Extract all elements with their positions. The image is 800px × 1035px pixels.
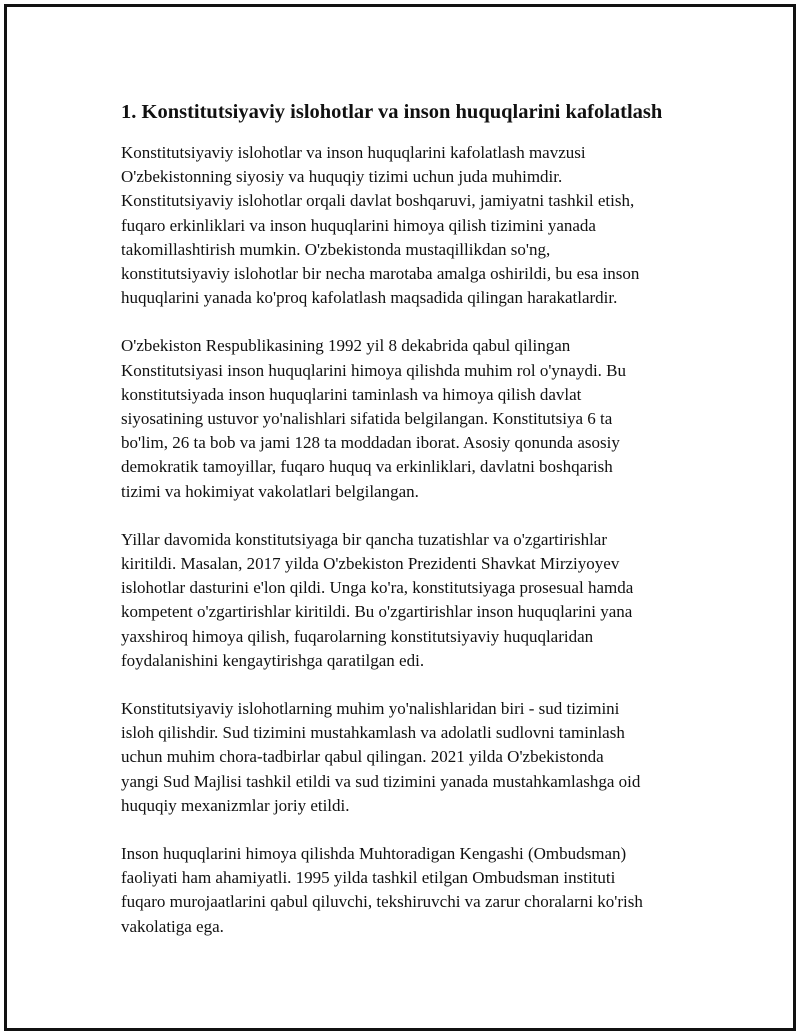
paragraph-line: kiritildi. Masalan, 2017 yilda O'zbekiston Prezidenti Shavkat Mirziyoyev	[121, 554, 620, 574]
paragraph-line: takomillashtirish mumkin. O'zbekistonda mustaqillikdan so'ng,	[121, 239, 551, 259]
paragraphs-container	[121, 141, 701, 939]
paragraph-line: siyosatining ustuvor yo'nalishlari sifatida belgilangan. Konstitutsiya 6 ta	[121, 409, 613, 429]
paragraph-line: O'zbekiston Respublikasining 1992 yil 8 dekabrida qabul qilingan	[121, 336, 571, 356]
paragraph	[121, 697, 701, 818]
section-heading: 1. Konstitutsiyaviy islohotlar va inson huquqlarini kafolatlash	[121, 101, 663, 123]
paragraph-line: huquqlarini yanada ko'proq kafolatlash maqsadida qilingan harakatlardir.	[121, 288, 618, 308]
paragraph-line: huquqiy mexanizmlar joriy etildi.	[121, 795, 350, 815]
paragraph-line: Konstitutsiyasi inson huquqlarini himoya qilishda muhim rol o'ynaydi. Bu	[121, 360, 627, 380]
paragraph-line: vakolatiga ega.	[121, 916, 224, 936]
paragraph-line: tizimi va hokimiyat vakolatlari belgilangan.	[121, 481, 419, 501]
page-frame	[4, 4, 796, 1031]
paragraph-line: Inson huquqlarini himoya qilishda Muhtoradigan Kengashi (Ombudsman)	[121, 844, 627, 864]
paragraph-line: konstitutsiyada inson huquqlarini taminlash va himoya qilish davlat	[121, 384, 582, 404]
paragraph	[121, 528, 701, 673]
paragraph-line: islohotlar dasturini e'lon qildi. Unga ko'ra, konstitutsiyaga prosesual hamda	[121, 578, 634, 598]
paragraph	[121, 334, 701, 503]
paragraph-line: uchun muhim chora-tadbirlar qabul qilingan. 2021 yilda O'zbekistonda	[121, 747, 604, 767]
paragraph-line: Yillar davomida konstitutsiyaga bir qancha tuzatishlar va o'zgartirishlar	[121, 529, 608, 549]
paragraph	[121, 141, 701, 310]
paragraph-line: bo'lim, 26 ta bob va jami 128 ta moddadan iborat. Asosiy qonunda asosiy	[121, 433, 620, 453]
paragraph-line: yangi Sud Majlisi tashkil etildi va sud tizimini yanada mustahkamlashga oid	[121, 771, 641, 791]
paragraph-line: yaxshiroq himoya qilish, fuqarolarning konstitutsiyaviy huquqlaridan	[121, 626, 594, 646]
document-body	[121, 99, 701, 963]
paragraph	[121, 842, 701, 939]
paragraph-line: Konstitutsiyaviy islohotlar va inson huquqlarini kafolatlash mavzusi	[121, 143, 586, 162]
paragraph-line: demokratik tamoyillar, fuqaro huquq va erkinliklari, davlatni boshqarish	[121, 457, 613, 477]
paragraph-line: fuqaro erkinliklari va inson huquqlarini himoya qilish tizimini yanada	[121, 215, 596, 235]
paragraph-line: Konstitutsiyaviy islohotlarning muhim yo'nalishlaridan biri - sud tizimini	[121, 699, 620, 719]
paragraph-line: foydalanishini kengaytirishga qaratilgan edi.	[121, 650, 425, 670]
paragraph-line: fuqaro murojaatlarini qabul qiluvchi, tekshiruvchi va zarur choralarni ko'rish	[121, 892, 643, 912]
paragraph-line: O'zbekistonning siyosiy va huquqiy tizimi uchun juda muhimdir.	[121, 167, 563, 187]
paragraph-line: faoliyati ham ahamiyatli. 1995 yilda tashkil etilgan Ombudsman instituti	[121, 868, 616, 888]
paragraph-line: Konstitutsiyaviy islohotlar orqali davlat boshqaruvi, jamiyatni tashkil etish,	[121, 191, 635, 211]
paragraph-line: isloh qilishdir. Sud tizimini mustahkamlash va adolatli sudlovni taminlash	[121, 723, 625, 743]
paragraph-line: konstitutsiyaviy islohotlar bir necha marotaba amalga oshirildi, bu esa inson	[121, 264, 640, 284]
paragraph-line: kompetent o'zgartirishlar kiritildi. Bu o'zgartirishlar inson huquqlarini yana	[121, 602, 633, 622]
